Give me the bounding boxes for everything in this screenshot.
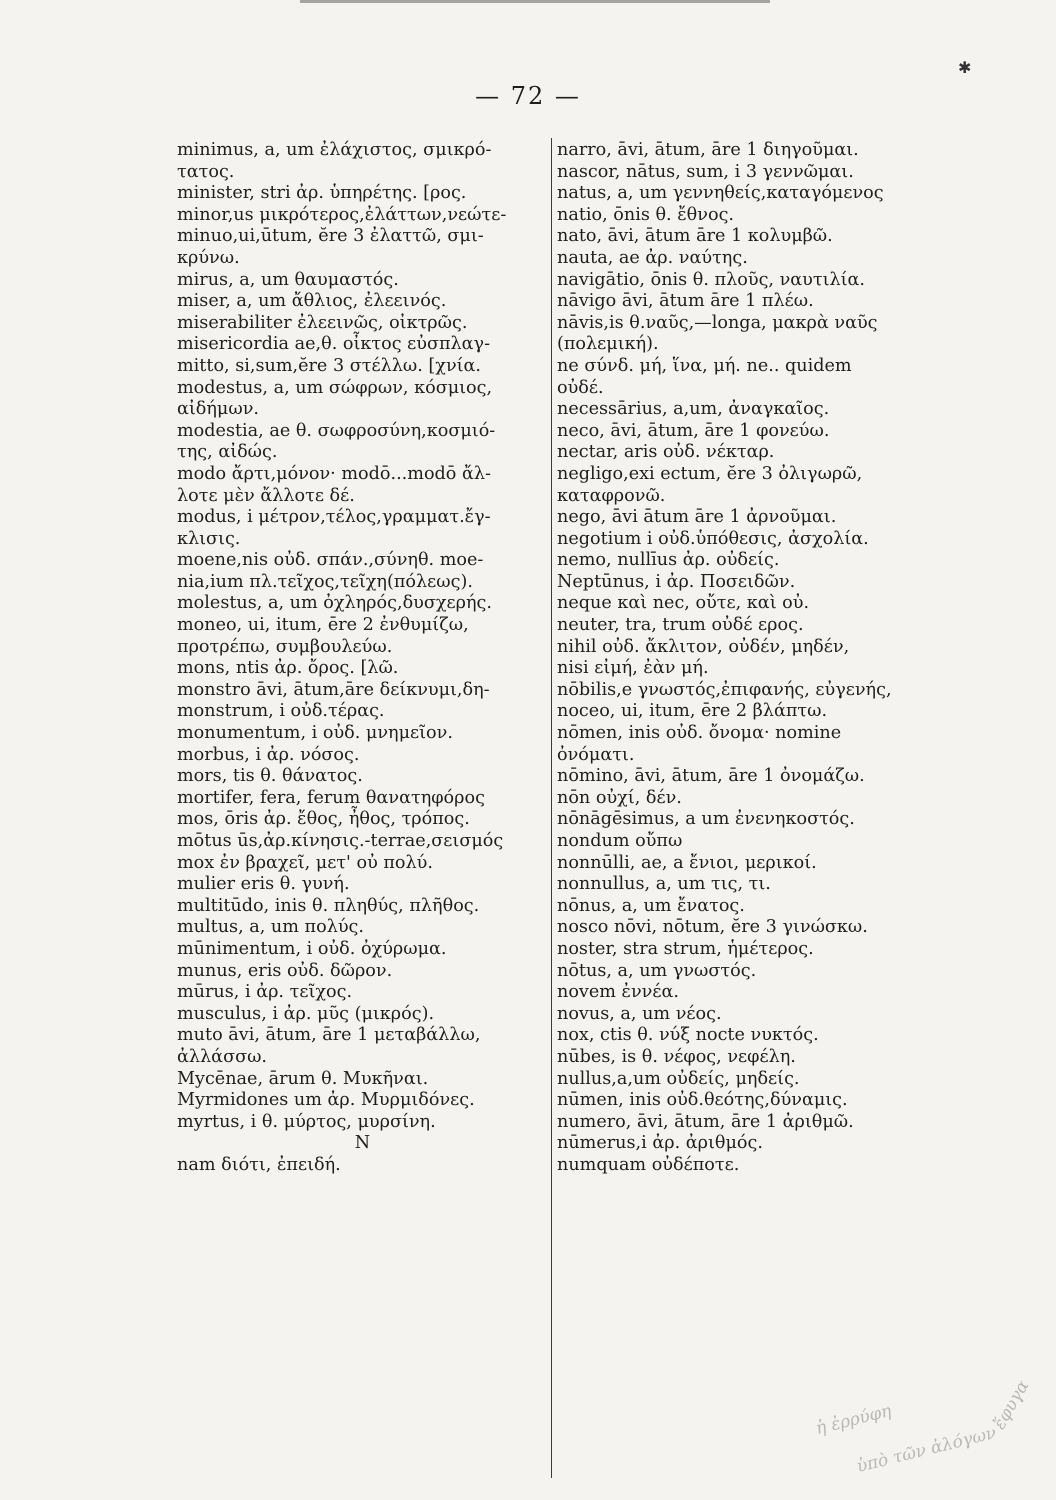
dictionary-entry-line: τατος. — [177, 161, 235, 182]
dictionary-entry-line: mōtus ūs,ἀρ.κίνησις.-terrae,σεισμός — [177, 831, 504, 851]
dictionary-entry-line: nia,ium πλ.τεῖχος,τεῖχη(πόλεως). — [177, 571, 473, 592]
dictionary-entry-line: nāvis,is θ.ναῦς,—longa, μακρὰ ναῦς — [557, 312, 878, 333]
dictionary-entry-line: muto āvi, ātum, āre 1 μεταβάλλω, — [177, 1025, 481, 1046]
dictionary-entry-line: mox ἐν βραχεῖ, μετ' οὐ πολύ. — [177, 852, 433, 873]
column-divider — [551, 138, 552, 1478]
dictionary-entry-line: mortifer, fera, ferum θανατηφόρος — [177, 787, 485, 808]
dictionary-entry-line: noster, stra strum, ἡμέτερος. — [557, 938, 814, 959]
dictionary-entry-line: ἀλλάσσω. — [177, 1046, 268, 1067]
dictionary-entry-line: mons, ntis ἀρ. ὄρος. [λῶ. — [177, 658, 399, 679]
dictionary-entry-line: nūbes, is θ. νέφος, νεφέλη. — [557, 1046, 796, 1067]
dictionary-entry-line: Myrmidones um ἀρ. Μυρμιδόνες. — [177, 1090, 475, 1111]
dictionary-entry-line: nondum οὔπω — [557, 831, 683, 851]
dictionary-entry-line: Neptūnus, i ἀρ. Ποσειδῶν. — [557, 571, 796, 592]
dictionary-entry-line: nāvigo āvi, ātum āre 1 πλέω. — [557, 291, 814, 312]
dictionary-entry-line: natus, a, um γεννηθείς,καταγόμενος — [557, 183, 884, 204]
dictionary-entry-line: noceo, ui, itum, ēre 2 βλάπτω. — [557, 701, 828, 722]
dictionary-entry-line: nato, āvi, ātum āre 1 κολυμβῶ. — [557, 226, 833, 247]
dictionary-entry-line: neuter, tra, trum οὐδέ ερος. — [557, 615, 804, 636]
dictionary-entry-line: ne σύνδ. μή, ἵνα, μή. ne.. quidem — [557, 355, 852, 376]
handwritten-margin-note: ἔφυγα — [989, 1377, 1034, 1433]
dictionary-entry-line: mitto, si,sum,ĕre 3 στέλλω. [χνία. — [177, 355, 482, 376]
dictionary-entry-line: myrtus, i θ. μύρτος, μυρσίνη. — [177, 1111, 436, 1132]
dictionary-entry-line: monumentum, i οὐδ. μνημεῖον. — [177, 723, 453, 744]
dictionary-entry-line: nihil οὐδ. ἄκλιτον, οὐδέν, μηδέν, — [557, 636, 850, 657]
dictionary-entry-line: ὀνόματι. — [557, 744, 635, 765]
dictionary-entry-line: nego, āvi ātum āre 1 ἀρνοῦμαι. — [557, 507, 837, 528]
handwritten-margin-note: ἡ ἐρρύφη — [813, 1400, 894, 1440]
dictionary-entry-line: musculus, i ἀρ. μῦς (μικρός). — [177, 1003, 435, 1024]
dictionary-entry-line: κρύνω. — [177, 247, 240, 268]
dictionary-entry-line: monstro āvi, ātum,āre δείκνυμι,δη- — [177, 679, 490, 700]
dictionary-entry-line: misericordia ae,θ. οἶκτος εὐσπλαγ- — [177, 334, 491, 355]
dictionary-entry-line: neque καὶ nec, οὔτε, καὶ οὐ. — [557, 593, 810, 614]
dictionary-entry-line: Mycēnae, ārum θ. Μυκῆναι. — [177, 1068, 429, 1089]
dictionary-entry-line: nascor, nātus, sum, i 3 γεννῶμαι. — [557, 161, 854, 182]
dictionary-entry-line: mūrus, i ἀρ. τεῖχος. — [177, 982, 353, 1003]
dictionary-entry-line: numero, āvi, ātum, āre 1 ἀριθμῶ. — [557, 1111, 854, 1132]
asterisk-mark: ✱ — [958, 58, 972, 77]
dictionary-entry-line: moneo, ui, itum, ēre 2 ἐνθυμίζω, — [177, 615, 469, 636]
dictionary-entry-line: minor,us μικρότερος,ἐλάττων,νεώτε- — [177, 204, 507, 225]
dictionary-entry-line: nisi εἰμή, ἐὰν μή. — [557, 658, 709, 679]
dictionary-entry-line: novus, a, um νέος. — [557, 1003, 722, 1024]
handwritten-margin-note: ὑπὸ τῶν ἀλόγων — [854, 1422, 999, 1478]
dictionary-entry-line: προτρέπω, συμβουλεύω. — [177, 636, 393, 657]
dictionary-entry-line: moene,nis οὐδ. σπάν.,σύνηθ. moe- — [177, 550, 484, 571]
dictionary-entry-line: negotium i οὐδ.ὑπόθεσις, ἀσχολία. — [557, 528, 869, 549]
dictionary-entry-line: οὐδέ. — [557, 377, 604, 398]
dictionary-entry-line: numquam οὐδέποτε. — [557, 1154, 740, 1175]
dictionary-entry-line: morbus, i ἀρ. νόσος. — [177, 744, 360, 765]
dictionary-entry-line: mulier eris θ. γυνή. — [177, 874, 350, 895]
dictionary-entry-line: multitūdo, inis θ. πληθύς, πλῆθος. — [177, 895, 480, 916]
dictionary-entry-line: nūmerus,i ἀρ. ἀριθμός. — [557, 1133, 763, 1154]
dictionary-entry-line: modestus, a, um σώφρων, κόσμιος, — [177, 377, 493, 398]
dictionary-entry-line: nōbilis,e γνωστός,ἐπιφανής, εὐγενής, — [557, 679, 892, 700]
dictionary-entry-line: novem ἐννέα. — [557, 982, 679, 1003]
page-number: — 72 — — [475, 82, 581, 110]
dictionary-entry-line: nōmino, āvi, ātum, āre 1 ὀνομάζω. — [557, 766, 865, 787]
dictionary-entry-line: multus, a, um πολύς. — [177, 917, 364, 938]
dictionary-entry-line: molestus, a, um ὀχληρός,δυσχερής. — [177, 593, 492, 614]
dictionary-entry-line: minuo,ui,ūtum, ĕre 3 ἐλαττῶ, σμι- — [177, 226, 484, 247]
dictionary-entry-line: nauta, ae ἀρ. ναύτης. — [557, 247, 748, 268]
left-column-entries — [177, 140, 548, 1177]
dictionary-entry-line: λοτε μὲν ἄλλοτε δέ. — [177, 485, 355, 506]
page-top-edge — [300, 0, 770, 3]
dictionary-entry-line: καταφρονῶ. — [557, 485, 666, 506]
section-letter: N — [354, 1133, 371, 1154]
dictionary-entry-line: munus, eris οὐδ. δῶρον. — [177, 960, 393, 981]
dictionary-entry-line: natio, ōnis θ. ἔθνος. — [557, 204, 735, 225]
dictionary-entry-line: nōn οὐχί, δέν. — [557, 787, 682, 808]
dictionary-entry-line: nōnus, a, um ἔνατος. — [557, 895, 745, 916]
dictionary-entry-line: miser, a, um ἄθλιος, ἐλεεινός. — [177, 291, 447, 312]
dictionary-entry-line: modo ἄρτι,μόνον· modō...modō ἄλ- — [177, 463, 491, 484]
dictionary-entry-line: modus, i μέτρον,τέλος,γραμματ.ἔγ- — [177, 507, 491, 528]
dictionary-entry-line: (πολεμική). — [557, 334, 659, 355]
dictionary-entry-line: negligo,exi ectum, ĕre 3 ὀλιγωρῶ, — [557, 463, 863, 484]
dictionary-entry-line: mūnimentum, i οὐδ. ὀχύρωμα. — [177, 938, 447, 959]
right-column-entries — [557, 140, 952, 1177]
dictionary-entry-line: modestia, ae θ. σωφροσύνη,κοσμιό- — [177, 420, 496, 441]
dictionary-entry-line: nectar, aris οὐδ. νέκταρ. — [557, 442, 775, 463]
dictionary-entry-line: navigātio, ōnis θ. πλοῦς, ναυτιλία. — [557, 269, 866, 290]
dictionary-entry-line: monstrum, i οὐδ.τέρας. — [177, 701, 385, 722]
dictionary-entry-line: mirus, a, um θαυμαστός. — [177, 269, 399, 290]
dictionary-entry-line: της, αἰδώς. — [177, 442, 278, 463]
dictionary-entry-line: miserabiliter ἐλεεινῶς, οἰκτρῶς. — [177, 312, 468, 333]
dictionary-entry-line: minister, stri ἀρ. ὑπηρέτης. [ρος. — [177, 183, 467, 204]
dictionary-entry-line: κλισις. — [177, 528, 241, 549]
dictionary-entry-line: αἰδήμων. — [177, 399, 259, 420]
dictionary-entry-line: minimus, a, um ἐλάχιστος, σμικρό- — [177, 140, 492, 160]
dictionary-entry-line: nūmen, inis οὐδ.θεότης,δύναμις. — [557, 1090, 848, 1111]
dictionary-entry-line: nōmen, inis οὐδ. ὄνομα· nomine — [557, 723, 842, 744]
dictionary-entry-line: nox, ctis θ. νύξ nocte νυκτός. — [557, 1025, 819, 1046]
dictionary-entry-line: mos, ōris ἀρ. ἔθος, ἦθος, τρόπος. — [177, 809, 470, 830]
dictionary-entry-line: nam διότι, ἐπειδή. — [177, 1154, 341, 1175]
dictionary-entry-line: nōtus, a, um γνωστός. — [557, 960, 757, 981]
dictionary-entry-line: nosco nōvi, nōtum, ĕre 3 γινώσκω. — [557, 917, 868, 938]
dictionary-entry-line: neco, āvi, ātum, āre 1 φονεύω. — [557, 420, 830, 441]
dictionary-entry-line: necessārius, a,um, ἀναγκαῖος. — [557, 399, 830, 420]
dictionary-entry-line: nemo, nullīus ἀρ. οὐδείς. — [557, 550, 780, 571]
dictionary-entry-line: nullus,a,um οὐδείς, μηδείς. — [557, 1068, 800, 1089]
dictionary-entry-line: nonnullus, a, um τις, τι. — [557, 874, 771, 895]
dictionary-entry-line: nonnūlli, ae, a ἔνιοι, μερικοί. — [557, 852, 817, 873]
dictionary-entry-line: nōnāgēsimus, a um ἐνενηκοστός. — [557, 809, 855, 830]
dictionary-entry-line: mors, tis θ. θάνατος. — [177, 766, 363, 787]
dictionary-entry-line: narro, āvi, ātum, āre 1 διηγοῦμαι. — [557, 140, 859, 160]
